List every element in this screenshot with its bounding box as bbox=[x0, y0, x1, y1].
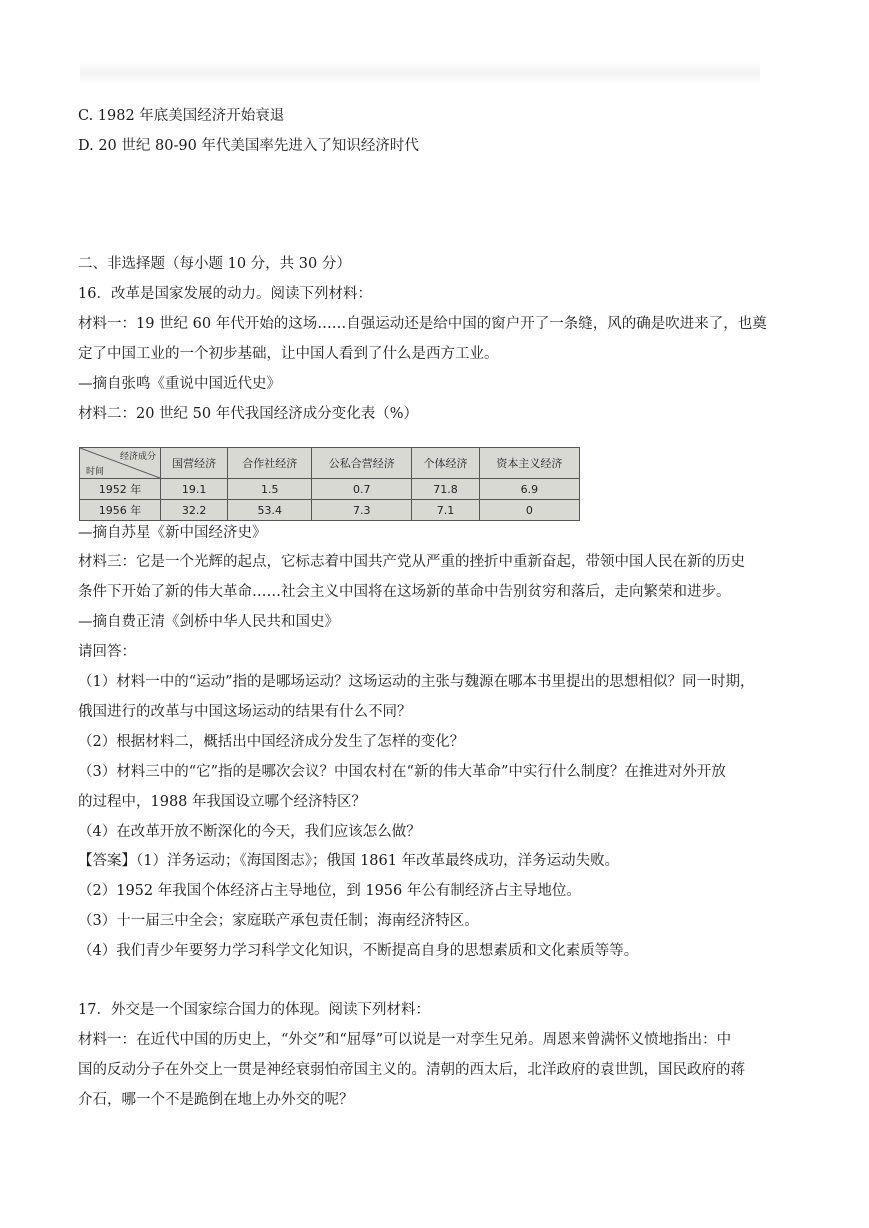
table-cell: 71.8 bbox=[412, 479, 479, 500]
question-17-stem: 17．外交是一个国家综合国力的体现。阅读下列材料： bbox=[78, 1002, 430, 1018]
header-cell: 个体经济 bbox=[412, 448, 479, 479]
economy-table bbox=[79, 447, 580, 521]
row-year: 1956 年 bbox=[80, 500, 161, 521]
table-cell: 0.7 bbox=[312, 479, 412, 500]
q16-material-2-source: —摘自苏星《新中国经济史》 bbox=[78, 525, 267, 541]
answer-text: （1）洋务运动；《海国图志》；俄国 1861 年改革最终成功，洋务运动失败。 bbox=[136, 853, 620, 869]
table-cell: 7.1 bbox=[412, 500, 479, 521]
q16-material-1-source: —摘自张鸣《重说中国近代史》 bbox=[78, 376, 281, 392]
q16-subquestion-3-line-2: 的过程中，1988 年我国设立哪个经济特区？ bbox=[78, 794, 367, 810]
q16-answer-2: （2）1952 年我国个体经济占主导地位，到 1956 年公有制经济占主导地位。 bbox=[78, 883, 581, 899]
q16-material-3-line-2: 条件下开始了新的伟大革命……社会主义中国将在这场新的革命中告别贫穷和落后，走向繁荣和进步。 bbox=[78, 584, 731, 600]
q16-subquestion-1-line-2: 俄国进行的改革与中国这场运动的结果有什么不同？ bbox=[78, 704, 412, 720]
q16-subquestion-1-line-1: （1）材料一中的“运动”指的是哪场运动？这场运动的主张与魏源在哪本书里提出的思想相似？同一时期， bbox=[78, 674, 755, 690]
table-cell: 19.1 bbox=[161, 479, 228, 500]
question-16-stem: 16．改革是国家发展的动力。阅读下列材料： bbox=[78, 286, 372, 302]
q16-material-1-line-1: 材料一：19 世纪 60 年代开始的这场……自强运动还是给中国的窗户开了一条缝，风的确是吹进来了，也奠 bbox=[78, 316, 767, 332]
row-year: 1952 年 bbox=[80, 479, 161, 500]
answer-tag: 【答案】 bbox=[78, 853, 136, 869]
economy-table-photo bbox=[79, 447, 580, 521]
q16-material-3-line-1: 材料三：它是一个光辉的起点，它标志着中国共产党从严重的挫折中重新奋起，带领中国人民在新的历史 bbox=[78, 554, 745, 570]
q16-answer-1 bbox=[78, 851, 619, 871]
table-row bbox=[80, 479, 580, 500]
q16-answer-3: （3）十一届三中全会；家庭联产承包责任制；海南经济特区。 bbox=[78, 913, 479, 929]
table-cell: 6.9 bbox=[479, 479, 579, 500]
option-d: D. 20 世纪 80-90 年代美国率先进入了知识经济时代 bbox=[78, 138, 419, 154]
table-cell: 7.3 bbox=[312, 500, 412, 521]
corner-bottom-label: 时间 bbox=[86, 467, 105, 477]
table-corner-cell bbox=[80, 448, 161, 479]
table-header-row bbox=[80, 448, 580, 479]
q16-material-2-title: 材料二：20 世纪 50 年代我国经济成分变化表（%） bbox=[78, 406, 419, 422]
q16-subquestion-2: （2）根据材料二，概括出中国经济成分发生了怎样的变化？ bbox=[78, 734, 465, 750]
q16-subquestion-3-line-1: （3）材料三中的“它”指的是哪次会议？中国农村在“新的伟大革命”中实行什么制度？在推进对外开放 bbox=[78, 764, 726, 780]
option-c: C. 1982 年底美国经济开始衰退 bbox=[78, 108, 285, 124]
q16-ask: 请回答： bbox=[78, 644, 136, 660]
header-cell: 合作社经济 bbox=[228, 448, 312, 479]
q17-material-1-line-2: 国的反动分子在外交上一贯是神经衰弱怕帝国主义的。清朝的西太后，北洋政府的袁世凯，国民政府的蒋 bbox=[78, 1062, 745, 1078]
table-row bbox=[80, 500, 580, 521]
q16-answer-4: （4）我们青少年要努力学习科学文化知识，不断提高自身的思想素质和文化素质等等。 bbox=[78, 943, 639, 959]
scan-smudge bbox=[80, 62, 760, 84]
q17-material-1-line-3: 介石，哪一个不是跪倒在地上办外交的呢？ bbox=[78, 1092, 354, 1108]
header-cell: 资本主义经济 bbox=[479, 448, 579, 479]
table-cell: 1.5 bbox=[228, 479, 312, 500]
section-title: 二、非选择题（每小题 10 分，共 30 分） bbox=[78, 256, 351, 272]
header-cell: 国营经济 bbox=[161, 448, 228, 479]
q17-material-1-line-1: 材料一：在近代中国的历史上，“外交”和“屈辱”可以说是一对孪生兄弟。周恩来曾满怀义愤地指出：中 bbox=[78, 1032, 732, 1048]
q16-subquestion-4: （4）在改革开放不断深化的今天，我们应该怎么做？ bbox=[78, 824, 421, 840]
table-cell: 32.2 bbox=[161, 500, 228, 521]
table-cell: 53.4 bbox=[228, 500, 312, 521]
corner-top-label: 经济成分 bbox=[119, 452, 156, 462]
table-cell: 0 bbox=[479, 500, 579, 521]
q16-material-1-line-2: 定了中国工业的一个初步基础，让中国人看到了什么是西方工业。 bbox=[78, 346, 499, 362]
header-cell: 公私合营经济 bbox=[312, 448, 412, 479]
q16-material-3-source: —摘自费正清《剑桥中华人民共和国史》 bbox=[78, 614, 339, 630]
